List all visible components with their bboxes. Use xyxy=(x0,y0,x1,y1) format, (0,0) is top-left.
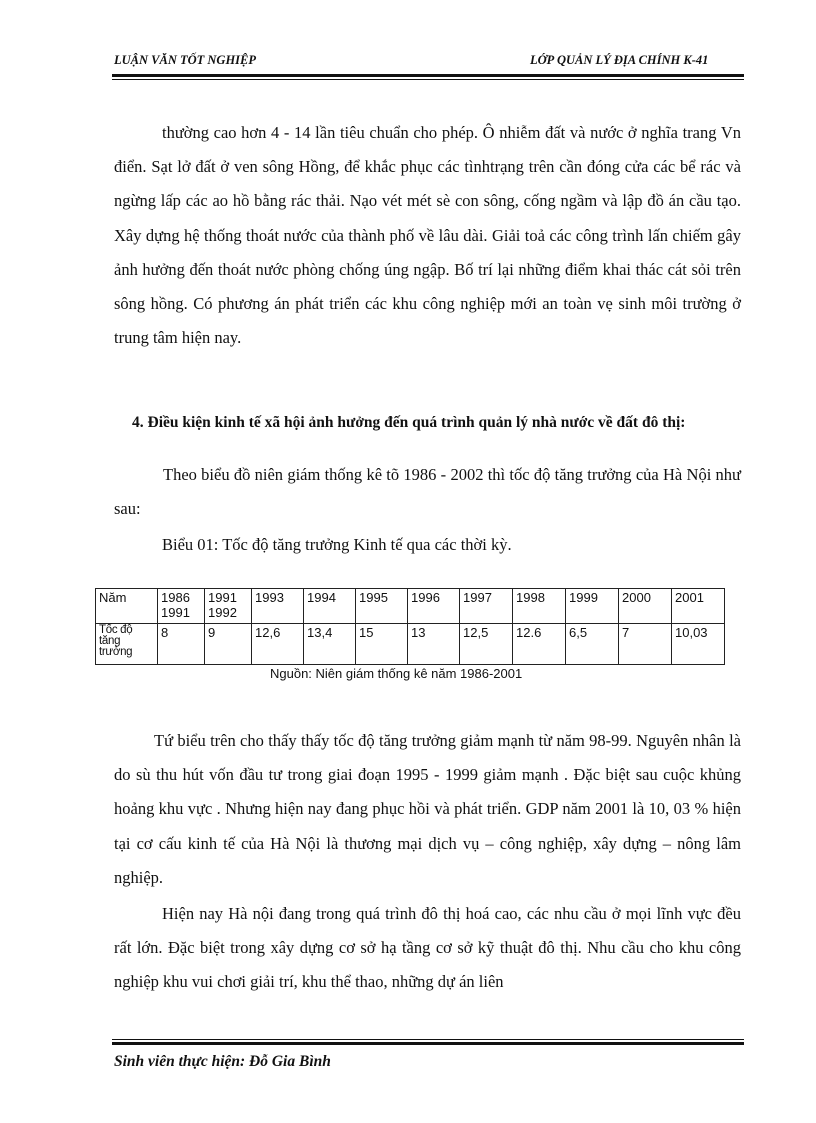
header-rule-thick xyxy=(112,74,744,77)
value-cell: 6,5 xyxy=(566,624,619,665)
year-cell: 1986 1991 xyxy=(158,589,205,624)
header-rule-thin xyxy=(112,79,744,80)
row-label-year: Năm xyxy=(96,589,158,624)
row-label-growth: Tốc độ tăng trưởng xyxy=(96,624,158,665)
year-cell: 1991 1992 xyxy=(205,589,252,624)
footer-student-name: Sinh viên thực hiện: Đỗ Gia Bình xyxy=(114,1053,331,1070)
footer-rule-thick xyxy=(112,1042,744,1045)
paragraph-statistics-intro: Theo biểu đồ niên giám thống kê tõ 1986 - 2002 thì tốc độ tăng trưởng của Hà Nội như sau: xyxy=(114,465,741,519)
value-cell: 13 xyxy=(408,624,460,665)
year-cell: 1996 xyxy=(408,589,460,624)
header-left-title: LUẬN VĂN TỐT NGHIỆP xyxy=(114,53,257,67)
paragraph-analysis: Tứ biểu trên cho thấy thấy tốc độ tăng trưởng giảm mạnh từ năm 98-99. Nguyên nhân là do sù thu hút vốn đầu tư trong giai đoạn 1995 - 1999 giảm mạnh . Đặc biệt sau cuộc khủng hoảng khu vực . Nhưng hiện nay đang phục hồi và phát triển. GDP năm 2001 là 10, 03 % hiện tại cơ cấu kinh tế của Hà Nội là thương mại dịch vụ – công nghiệp, xây dựng – nông lâm nghiệp. xyxy=(114,731,741,887)
header-right-class: LỚP QUẢN LÝ ĐỊA CHÍNH K-41 xyxy=(530,53,709,67)
table-source-note: Nguồn: Niên giám thống kê năm 1986-2001 xyxy=(270,666,523,681)
section-heading: 4. Điều kiện kinh tế xã hội ảnh hưởng đến quá trình quản lý nhà nước về đất đô thị: xyxy=(132,414,686,431)
year-cell: 1998 xyxy=(513,589,566,624)
year-cell: 1997 xyxy=(460,589,513,624)
year-cell: 1993 xyxy=(252,589,304,624)
value-cell: 12.6 xyxy=(513,624,566,665)
value-cell: 10,03 xyxy=(672,624,725,665)
table-caption: Biểu 01: Tốc độ tăng trưởng Kinh tế qua các thời kỳ. xyxy=(162,535,512,554)
value-cell: 8 xyxy=(158,624,205,665)
value-cell: 13,4 xyxy=(304,624,356,665)
value-cell: 7 xyxy=(619,624,672,665)
table-row-year xyxy=(96,589,725,624)
paragraph-urbanization: Hiện nay Hà nội đang trong quá trình đô thị hoá cao, các nhu cầu ở mọi lĩnh vực đều rất lớn. Đặc biệt trong xây dựng cơ sở hạ tầng cơ sở kỹ thuật đô thị. Nhu cầu cho khu công nghiệp khu vui chơi giải trí, khu thể thao, những dự án liên xyxy=(114,904,741,992)
value-cell: 12,5 xyxy=(460,624,513,665)
value-cell: 12,6 xyxy=(252,624,304,665)
year-cell: 2000 xyxy=(619,589,672,624)
value-cell: 15 xyxy=(356,624,408,665)
year-cell: 1999 xyxy=(566,589,619,624)
footer-rule-thin xyxy=(112,1039,744,1040)
value-cell: 9 xyxy=(205,624,252,665)
year-cell: 1994 xyxy=(304,589,356,624)
growth-table xyxy=(99,588,740,664)
paragraph-environment: thường cao hơn 4 - 14 lần tiêu chuẩn cho phép. Ô nhiễm đất và nước ở nghĩa trang Vn điển. Sạt lở đất ở ven sông Hồng, để khắc phục các tìnhtrạng trên cần đóng cửa các bể rác và ngừng lấp các ao hồ bằng rác thải. Nạo vét mét sè con sông, cống ngầm và lập đồ án cầu tạo. Xây dựng hệ thống thoát nước của thành phố về lâu dài. Giải toả các công trình lấn chiếm gây ảnh hưởng đến thoát nước phòng chống úng ngập. Bố trí lại những điểm khai thác cát sỏi trên sông hồng. Có phương án phát triển các khu công nghiệp mới an toàn vẹ sinh môi trường ở trung tâm hiện nay. xyxy=(114,123,741,348)
year-cell: 2001 xyxy=(672,589,725,624)
table-row-growth xyxy=(96,624,725,665)
year-cell: 1995 xyxy=(356,589,408,624)
